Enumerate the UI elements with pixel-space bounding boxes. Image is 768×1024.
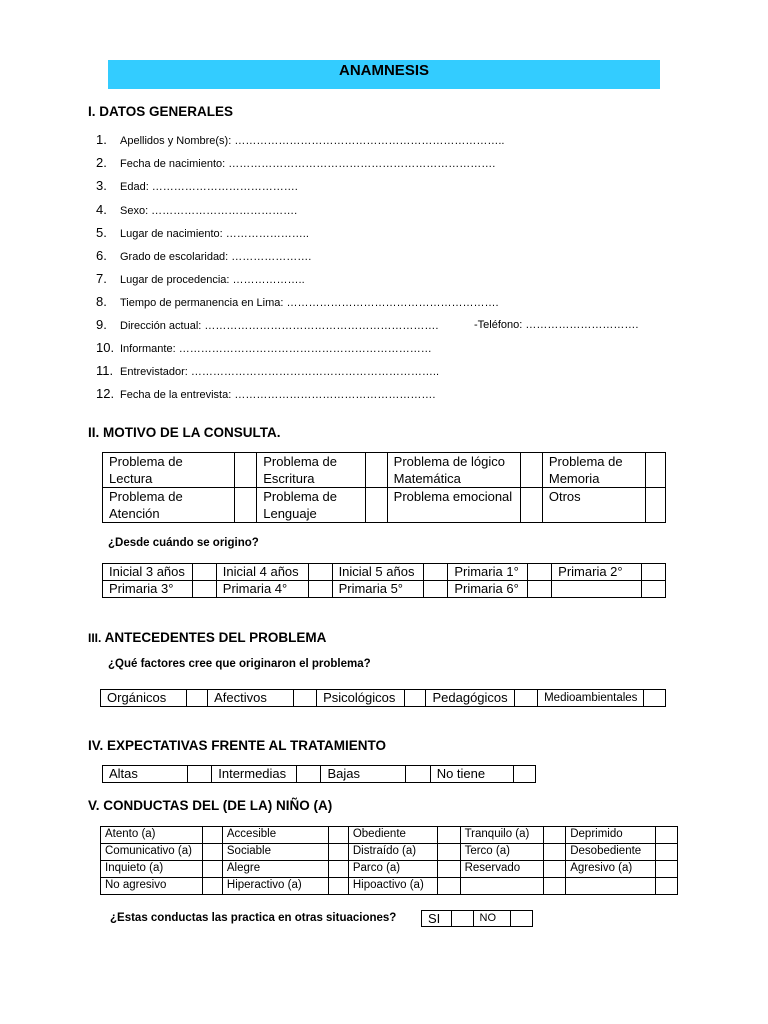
option-label: Hiperactivo (a) xyxy=(222,878,328,895)
checkbox-cell[interactable] xyxy=(438,827,460,844)
checkbox-cell[interactable] xyxy=(528,564,552,581)
table-row xyxy=(101,861,678,878)
option-label: Bajas xyxy=(321,766,406,783)
option-label: Inicial 3 años xyxy=(103,564,193,581)
checkbox-cell[interactable] xyxy=(328,861,348,878)
table-row xyxy=(103,564,666,581)
option-label: Primaria 4° xyxy=(216,581,308,598)
checkbox-cell[interactable] xyxy=(235,453,257,488)
section1-heading: I. DATOS GENERALES xyxy=(88,104,234,119)
option-label: Primaria 2° xyxy=(552,564,642,581)
table-row xyxy=(101,878,678,895)
option-label: Problema de lógico Matemática xyxy=(387,453,520,488)
section3-heading xyxy=(88,630,326,645)
item-text[interactable]: Fecha de la entrevista: ………………………………………………. xyxy=(120,389,436,401)
yes-no-table xyxy=(421,910,533,927)
option-label: Comunicativo (a) xyxy=(101,844,203,861)
yes-checkbox[interactable] xyxy=(451,911,473,927)
checkbox-cell[interactable] xyxy=(424,581,448,598)
checkbox-cell[interactable] xyxy=(520,488,542,523)
option-label: Tranquilo (a) xyxy=(460,827,543,844)
option-label: Agresivo (a) xyxy=(566,861,655,878)
option-label: Distraído (a) xyxy=(348,844,437,861)
section2-heading: II. MOTIVO DE LA CONSULTA. xyxy=(88,425,281,440)
no-checkbox[interactable] xyxy=(511,911,533,927)
option-label: Orgánicos xyxy=(101,690,187,707)
checkbox-cell[interactable] xyxy=(514,690,537,707)
checkbox-cell[interactable] xyxy=(655,827,677,844)
checkbox-cell[interactable] xyxy=(202,878,222,895)
checkbox-cell[interactable] xyxy=(645,453,665,488)
option-label: Afectivos xyxy=(208,690,294,707)
option-label: Terco (a) xyxy=(460,844,543,861)
list-item xyxy=(96,317,639,333)
table-row xyxy=(101,690,666,707)
option-label: Atento (a) xyxy=(101,827,203,844)
option-label: Problema de Atención xyxy=(103,488,235,523)
checkbox-cell[interactable] xyxy=(543,878,565,895)
checkbox-cell[interactable] xyxy=(644,690,666,707)
option-label: Alegre xyxy=(222,861,328,878)
phone-field[interactable]: -Teléfono: …………………………. xyxy=(474,319,639,331)
checkbox-cell[interactable] xyxy=(655,878,677,895)
option-label xyxy=(460,878,543,895)
checkbox-cell[interactable] xyxy=(186,690,207,707)
checkbox-cell[interactable] xyxy=(365,453,387,488)
list-item xyxy=(96,225,309,241)
item-number: 1. xyxy=(96,132,107,147)
option-label: Intermedias xyxy=(212,766,297,783)
option-label xyxy=(552,581,642,598)
option-label: Primaria 6° xyxy=(448,581,528,598)
item-text[interactable]: Tiempo de permanencia en Lima: …………………………………………………. xyxy=(120,297,499,309)
checkbox-cell[interactable] xyxy=(543,861,565,878)
table-row xyxy=(103,453,666,488)
checkbox-cell[interactable] xyxy=(543,844,565,861)
option-label: Altas xyxy=(103,766,188,783)
checkbox-cell[interactable] xyxy=(438,878,460,895)
item-text[interactable]: Fecha de nacimiento: ………………………………………………………………. xyxy=(120,158,496,170)
behaviors-table xyxy=(100,826,678,895)
option-label: No tiene xyxy=(430,766,513,783)
checkbox-cell[interactable] xyxy=(192,581,216,598)
item-number: 5. xyxy=(96,225,107,240)
option-label: Inicial 5 años xyxy=(332,564,424,581)
option-label: Inquieto (a) xyxy=(101,861,203,878)
checkbox-cell[interactable] xyxy=(328,827,348,844)
expectations-table xyxy=(102,765,536,783)
option-label: No agresivo xyxy=(101,878,203,895)
list-item xyxy=(96,294,499,310)
option-label: Hipoactivo (a) xyxy=(348,878,437,895)
item-number: 3. xyxy=(96,178,107,193)
factors-table xyxy=(100,689,666,707)
option-label: Desobediente xyxy=(566,844,655,861)
checkbox-cell[interactable] xyxy=(543,827,565,844)
no-label: NO xyxy=(473,911,511,927)
option-label: Deprimido xyxy=(566,827,655,844)
item-text[interactable]: Lugar de nacimiento: ………………….. xyxy=(120,228,309,240)
item-text[interactable]: Lugar de procedencia: ……………….. xyxy=(120,274,305,286)
checkbox-cell[interactable] xyxy=(192,564,216,581)
checkbox-cell[interactable] xyxy=(308,581,332,598)
list-item xyxy=(96,248,311,264)
option-label xyxy=(566,878,655,895)
section4-heading: IV. EXPECTATIVAS FRENTE AL TRATAMIENTO xyxy=(88,738,387,753)
option-label: Inicial 4 años xyxy=(216,564,308,581)
item-text[interactable]: Sexo: …………………………………. xyxy=(120,205,298,217)
factors-question: ¿Qué factores cree que originaron el problema? xyxy=(108,658,371,670)
section3-title: ANTECEDENTES DEL PROBLEMA xyxy=(104,630,327,645)
list-item xyxy=(96,202,297,218)
table-row xyxy=(103,488,666,523)
checkbox-cell[interactable] xyxy=(202,844,222,861)
since-question: ¿Desde cuándo se origino? xyxy=(108,537,259,549)
option-label: Primaria 3° xyxy=(103,581,193,598)
list-item xyxy=(96,132,504,148)
table-row xyxy=(422,911,533,927)
checkbox-cell[interactable] xyxy=(528,581,552,598)
page-title: ANAMNESIS xyxy=(338,62,429,79)
checkbox-cell[interactable] xyxy=(655,861,677,878)
option-label: Obediente xyxy=(348,827,437,844)
checkbox-cell[interactable] xyxy=(235,488,257,523)
table-row xyxy=(103,581,666,598)
item-number: 11. xyxy=(96,363,114,378)
section5-heading: V. CONDUCTAS DEL (DE LA) NIÑO (A) xyxy=(88,798,333,813)
checkbox-cell[interactable] xyxy=(308,564,332,581)
item-text[interactable]: Entrevistador: ………………………………………………………….. xyxy=(120,366,440,378)
option-label: Problema de Memoria xyxy=(542,453,645,488)
option-label: Pedagógicos xyxy=(426,690,514,707)
list-item xyxy=(96,155,495,171)
option-label: Otros xyxy=(542,488,645,523)
option-label: Sociable xyxy=(222,844,328,861)
option-label: Medioambientales xyxy=(538,690,644,707)
table-row xyxy=(101,827,678,844)
section3-roman: III. xyxy=(88,631,102,645)
checkbox-cell[interactable] xyxy=(297,766,321,783)
checkbox-cell[interactable] xyxy=(202,827,222,844)
checkbox-cell[interactable] xyxy=(520,453,542,488)
checkbox-cell[interactable] xyxy=(642,581,666,598)
option-label: Problema de Escritura xyxy=(257,453,365,488)
table-row xyxy=(103,766,536,783)
checkbox-cell[interactable] xyxy=(187,766,211,783)
item-text[interactable]: Informante: …………………………………………………………… xyxy=(120,343,432,355)
table-row xyxy=(101,844,678,861)
checkbox-cell[interactable] xyxy=(405,690,426,707)
item-number: 10. xyxy=(96,340,115,355)
consultation-table xyxy=(102,452,666,523)
checkbox-cell[interactable] xyxy=(438,844,460,861)
list-item xyxy=(96,340,432,356)
option-label: Primaria 5° xyxy=(332,581,424,598)
yes-label: SI xyxy=(422,911,452,927)
item-text[interactable]: Apellidos y Nombre(s): ……………………………………………………………….. xyxy=(120,135,505,147)
item-number: 2. xyxy=(96,155,107,170)
list-item xyxy=(96,363,439,379)
checkbox-cell[interactable] xyxy=(328,878,348,895)
option-label: Psicológicos xyxy=(317,690,405,707)
list-item xyxy=(96,271,305,287)
title-banner xyxy=(108,60,660,89)
item-text[interactable]: Dirección actual: ………………………………………………………. xyxy=(120,320,439,332)
item-text[interactable]: Grado de escolaridad: …………………. xyxy=(120,251,312,263)
option-label: Primaria 1° xyxy=(448,564,528,581)
checkbox-cell[interactable] xyxy=(642,564,666,581)
checkbox-cell[interactable] xyxy=(424,564,448,581)
option-label: Reservado xyxy=(460,861,543,878)
checkbox-cell[interactable] xyxy=(438,861,460,878)
option-label: Accesible xyxy=(222,827,328,844)
checkbox-cell[interactable] xyxy=(645,488,665,523)
option-label: Problema emocional xyxy=(387,488,520,523)
list-item xyxy=(96,386,435,402)
option-label: Problema de Lectura xyxy=(103,453,235,488)
item-number: 8. xyxy=(96,294,107,309)
checkbox-cell[interactable] xyxy=(328,844,348,861)
list-item xyxy=(96,178,298,194)
item-number: 9. xyxy=(96,317,107,332)
other-situations-question: ¿Estas conductas las practica en otras situaciones? xyxy=(110,912,397,924)
item-number: 6. xyxy=(96,248,107,263)
checkbox-cell[interactable] xyxy=(365,488,387,523)
since-table xyxy=(102,563,666,598)
checkbox-cell[interactable] xyxy=(202,861,222,878)
checkbox-cell[interactable] xyxy=(406,766,430,783)
checkbox-cell[interactable] xyxy=(655,844,677,861)
checkbox-cell[interactable] xyxy=(293,690,316,707)
item-number: 4. xyxy=(96,202,107,217)
item-number: 12. xyxy=(96,386,115,401)
option-label: Problema de Lenguaje xyxy=(257,488,365,523)
item-text[interactable]: Edad: …………………………………. xyxy=(120,181,298,193)
checkbox-cell[interactable] xyxy=(513,766,535,783)
item-number: 7. xyxy=(96,271,107,286)
option-label: Parco (a) xyxy=(348,861,437,878)
